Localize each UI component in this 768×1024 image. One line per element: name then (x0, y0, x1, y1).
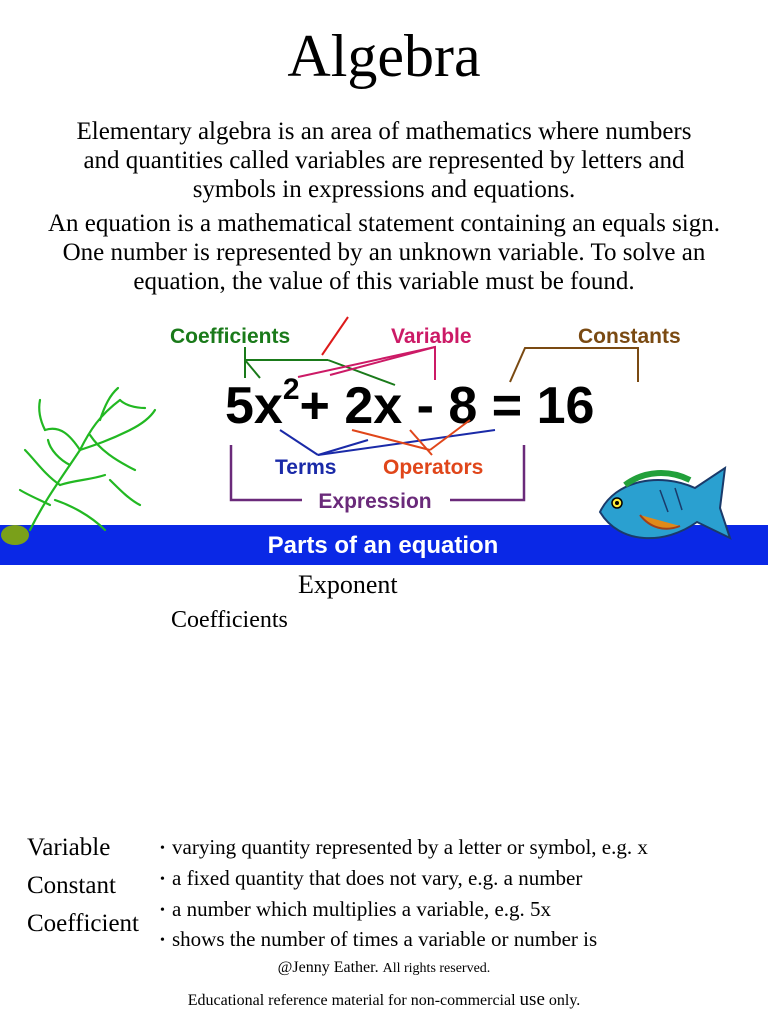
glossary-definition-constant (160, 866, 582, 891)
bullet-icon: • (160, 903, 165, 919)
bullet-icon: • (160, 872, 165, 888)
banner-text: Parts of an equation (267, 532, 499, 559)
bullet-icon: • (160, 933, 165, 949)
equation-paragraph (0, 209, 768, 296)
red-exponent-line (322, 317, 348, 355)
copyright-name: @Jenny Eather. (277, 959, 379, 976)
seaweed-base-icon (1, 525, 29, 545)
glossary-definition-coefficient (160, 897, 551, 922)
glossary-term-variable: Variable (27, 834, 111, 861)
equation-line-2: One number is represented by an unknown variable. To solve an (62, 239, 706, 266)
glossary-definition-extra (160, 927, 597, 952)
intro-line-2: and quantities called variables are represented by letters and (83, 147, 685, 174)
glossary-term-coefficient: Coefficient (27, 910, 139, 937)
intro-paragraph (0, 117, 768, 204)
usage-notice-use: use (519, 989, 545, 1010)
parts-of-equation-diagram (0, 300, 768, 570)
label-variable: Variable (391, 325, 472, 348)
glossary-term-constant: Constant (27, 872, 116, 899)
copyright-rest: All rights reserved. (382, 961, 491, 976)
intro-line-3: symbols in expressions and equations. (192, 176, 576, 203)
label-expression: Expression (318, 490, 432, 513)
label-coefficients-text: Coefficients (171, 607, 288, 633)
equation-line-1: An equation is a mathematical statement containing an equals sign. (47, 210, 721, 237)
glossary-definition-variable (160, 835, 648, 860)
usage-notice-b: only. (544, 992, 581, 1009)
page-title: Algebra (287, 23, 481, 89)
equation (225, 373, 594, 435)
bullet-icon: • (160, 841, 165, 857)
label-terms: Terms (275, 456, 337, 479)
equation-line-3: equation, the value of this variable must be found. (133, 268, 635, 295)
label-coefficients: Coefficients (170, 325, 291, 348)
fish-icon (600, 468, 730, 538)
label-exponent: Exponent (298, 570, 398, 599)
intro-line-1: Elementary algebra is an area of mathematics where numbers (76, 118, 692, 145)
equation-5x: 5x (225, 377, 283, 435)
label-constants: Constants (578, 325, 681, 348)
label-operators: Operators (383, 456, 484, 479)
seaweed-icon (20, 388, 155, 530)
glossary-definition-text: varying quantity represented by a letter or symbol, e.g. x (172, 835, 648, 859)
copyright-line (0, 959, 768, 977)
glossary-definition-text: a fixed quantity that does not vary, e.g. a number (172, 866, 583, 890)
glossary-definition-text: a number which multiplies a variable, e.g. 5x (172, 897, 552, 921)
equation-exponent: 2 (282, 373, 300, 406)
equation-rest: + 2x - 8 = 16 (299, 377, 595, 435)
usage-notice-a: Educational reference material for non-commercial (187, 992, 520, 1009)
glossary-definition-text: shows the number of times a variable or number is (172, 927, 598, 951)
usage-notice (0, 989, 768, 1011)
